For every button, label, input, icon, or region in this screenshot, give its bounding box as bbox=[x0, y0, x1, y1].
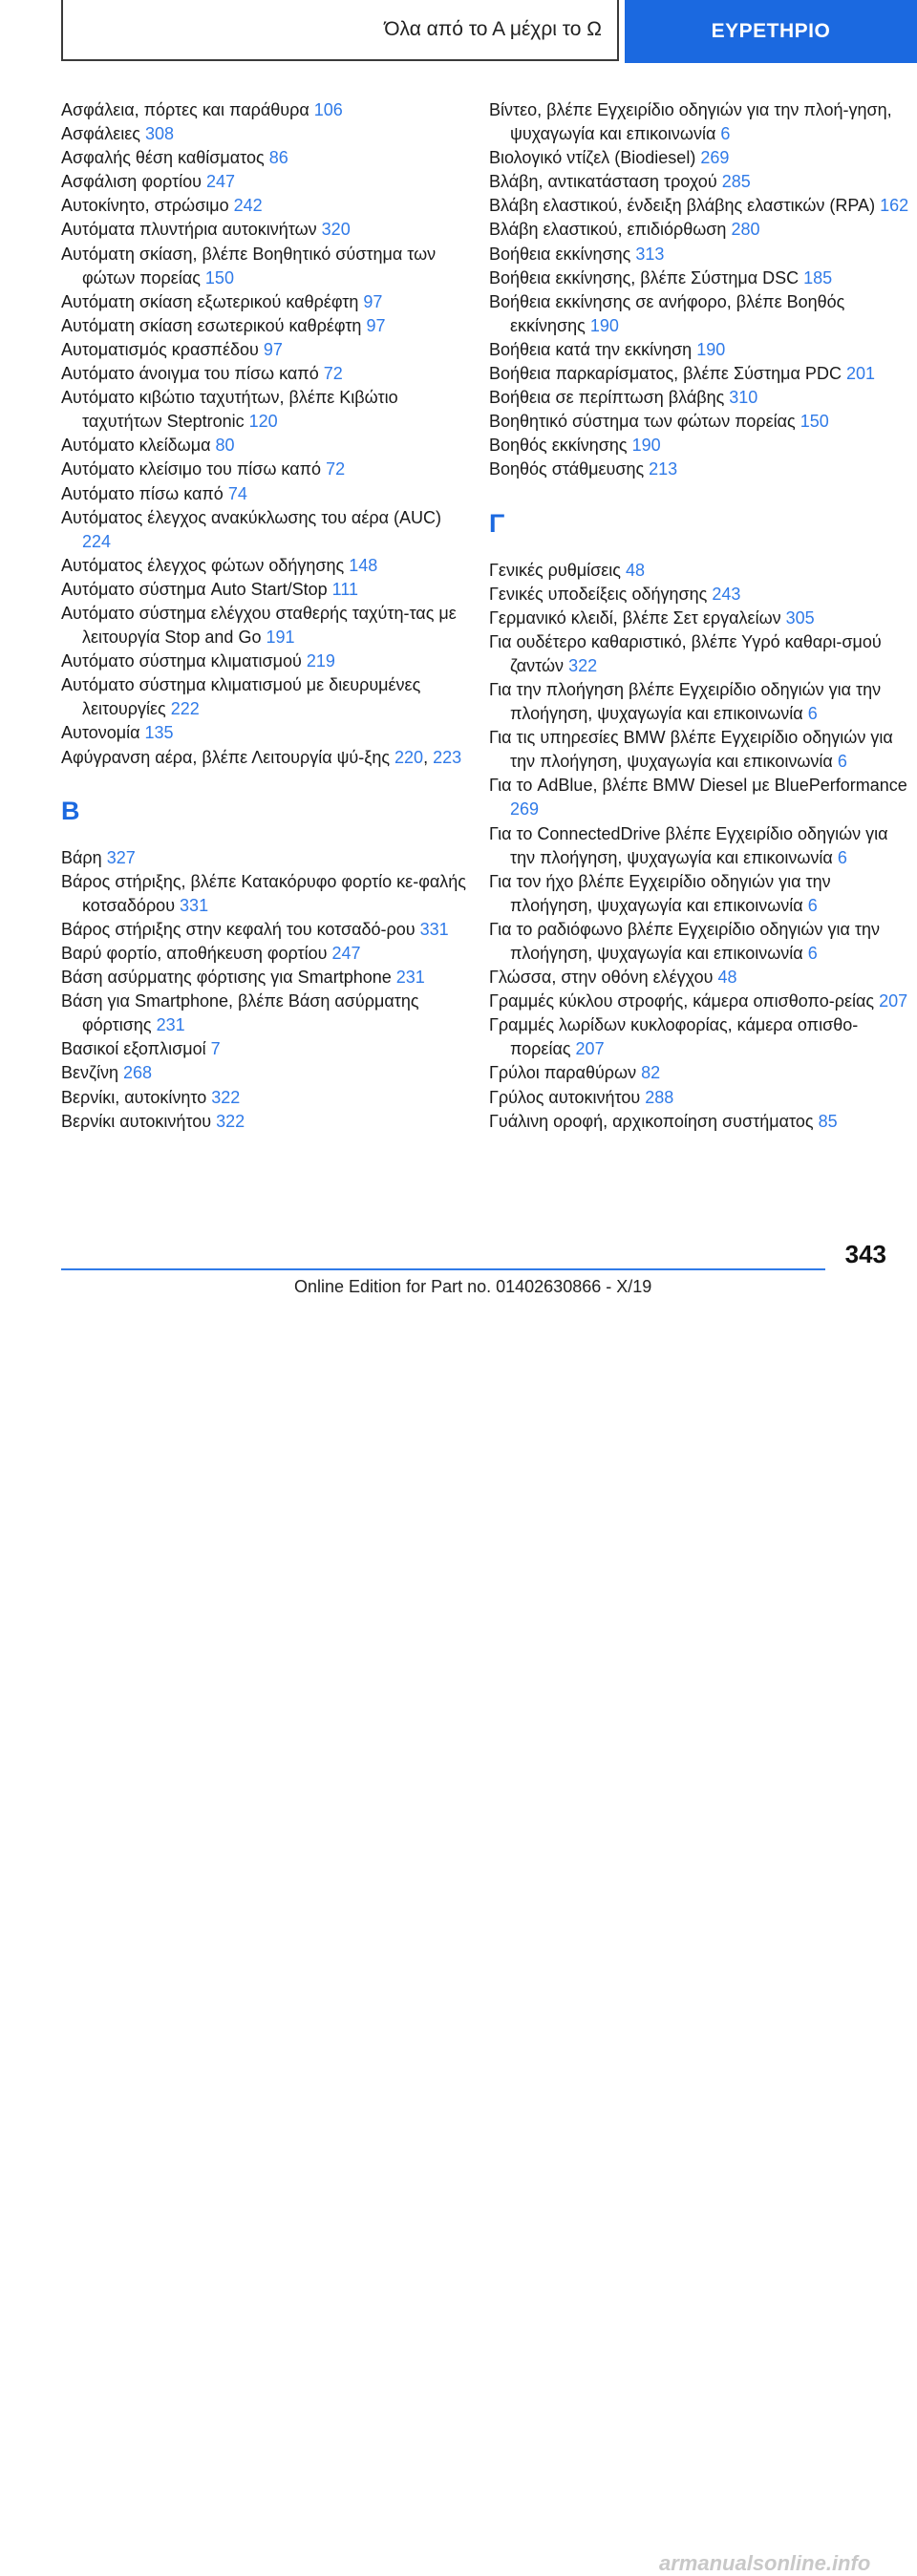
index-entry-text: Αυτόματο κλείσιμο του πίσω καπό bbox=[61, 459, 322, 479]
index-entry bbox=[61, 918, 472, 942]
index-entry-text: Αυτονομία bbox=[61, 723, 140, 743]
index-entry bbox=[61, 434, 472, 458]
index-entry bbox=[489, 170, 909, 194]
index-entry-text: Αυτοκίνητο, στρώσιμο bbox=[61, 196, 229, 216]
page-link[interactable]: 243 bbox=[712, 584, 741, 604]
page-link[interactable]: 288 bbox=[645, 1087, 674, 1107]
index-entry bbox=[489, 266, 909, 290]
index-entry bbox=[489, 607, 909, 630]
index-entry-text: Αυτόματη σκίαση εσωτερικού καθρέφτη bbox=[61, 315, 362, 335]
index-entry bbox=[489, 726, 909, 774]
index-group-b-cont bbox=[489, 98, 909, 482]
index-entry-text: Αυτοματισμός κρασπέδου bbox=[61, 339, 259, 359]
index-entry-text: Για το AdBlue, βλέπε BMW Diesel με BluePerformance bbox=[489, 776, 907, 796]
index-entry bbox=[489, 146, 909, 170]
page-link[interactable]: 305 bbox=[785, 607, 815, 628]
page-link[interactable]: 308 bbox=[144, 124, 174, 144]
index-entry bbox=[489, 678, 909, 726]
index-entry-text: Βοήθεια εκκίνησης, βλέπε Σύστημα DSC bbox=[489, 267, 800, 287]
page-link[interactable]: 85 bbox=[818, 1111, 838, 1131]
index-entry bbox=[61, 98, 472, 122]
page-link[interactable]: 320 bbox=[321, 220, 351, 240]
page-link[interactable]: 97 bbox=[263, 339, 283, 359]
index-entry-text: Γερμανικό κλειδί, βλέπε Σετ εργαλείων bbox=[489, 607, 781, 628]
index-entry-text: Βενζίνη bbox=[61, 1063, 118, 1083]
index-entry-text: Ασφαλής θέση καθίσματος bbox=[61, 148, 265, 168]
index-entry bbox=[61, 966, 472, 990]
index-entry-text: Βοήθεια εκκίνησης bbox=[489, 244, 631, 264]
index-entry-text: Γραμμές λωρίδων κυκλοφορίας, κάμερα οπισθο-πορείας bbox=[489, 1015, 859, 1059]
index-entry-text: Αυτόματο κλείδωμα bbox=[61, 436, 211, 456]
index-entry bbox=[61, 721, 472, 745]
index-entry bbox=[489, 410, 909, 434]
index-entry-text: Ασφάλιση φορτίου bbox=[61, 172, 202, 192]
page-link[interactable]: 6 bbox=[837, 847, 847, 867]
index-entry bbox=[489, 98, 909, 146]
index-entry bbox=[489, 559, 909, 583]
breadcrumb-label: Όλα από το Α μέχρι το Ω bbox=[384, 18, 602, 40]
breadcrumb-tab[interactable] bbox=[61, 0, 619, 61]
page-link[interactable]: 190 bbox=[589, 315, 619, 335]
index-entry bbox=[61, 170, 472, 194]
index-entry-text: Βοηθός στάθμευσης bbox=[489, 459, 645, 479]
index-entry bbox=[61, 602, 472, 649]
index-entry bbox=[61, 578, 472, 602]
index-entry bbox=[61, 554, 472, 578]
index-entry bbox=[489, 458, 909, 481]
page-link[interactable]: 220 bbox=[395, 747, 424, 767]
index-entry-text: Βίντεο, βλέπε Εγχειρίδιο οδηγιών για την πλοή-γηση, ψυχαγωγία και επικοινωνία bbox=[489, 100, 892, 144]
page-link[interactable]: 72 bbox=[323, 364, 343, 384]
page-link[interactable]: 331 bbox=[180, 895, 209, 915]
index-entry-text: Βοηθητικό σύστημα των φώτων πορείας bbox=[489, 412, 796, 432]
index-entry-text: Βοήθεια παρκαρίσματος, βλέπε Σύστημα PDC bbox=[489, 364, 842, 384]
index-entry bbox=[61, 1110, 472, 1134]
page-link[interactable]: 72 bbox=[326, 459, 346, 479]
index-entry bbox=[489, 630, 909, 678]
index-entry-text: Αυτόματη σκίαση εξωτερικού καθρέφτη bbox=[61, 291, 359, 311]
index-entry-text: Αυτόματη σκίαση, βλέπε Βοηθητικό σύστημα των φώτων πορείας bbox=[61, 244, 437, 287]
index-entry bbox=[61, 386, 472, 434]
page-link[interactable]: 285 bbox=[721, 172, 751, 192]
index-entry-text: Αυτόματο κιβώτιο ταχυτήτων, βλέπε Κιβώτιο ταχυτήτων Steptronic bbox=[61, 388, 398, 432]
page-link[interactable]: 162 bbox=[880, 196, 909, 216]
index-letter-b: Β bbox=[61, 796, 80, 825]
index-entry bbox=[489, 870, 909, 918]
section-label: ΕΥΡΕΤΗΡΙΟ bbox=[711, 20, 831, 42]
index-entry bbox=[489, 290, 909, 338]
page-link[interactable]: 207 bbox=[879, 991, 908, 1011]
page-link[interactable]: 148 bbox=[349, 555, 378, 575]
page-link[interactable]: 322 bbox=[211, 1087, 241, 1107]
page-link[interactable]: 190 bbox=[696, 339, 726, 359]
index-entry-text: Γραμμές κύκλου στροφής, κάμερα οπισθοπο-ρείας bbox=[489, 991, 875, 1011]
index-entry bbox=[489, 434, 909, 458]
index-entry bbox=[489, 194, 909, 218]
index-entry bbox=[489, 1086, 909, 1110]
index-entry-text: Βιολογικό ντίζελ (Biodiesel) bbox=[489, 148, 696, 168]
index-entry-text: Για το ραδιόφωνο βλέπε Εγχειρίδιο οδηγιών για την πλοήγηση, ψυχαγωγία και επικοινωνία bbox=[489, 919, 881, 963]
page-link[interactable]: 213 bbox=[649, 459, 678, 479]
index-entry bbox=[61, 146, 472, 170]
index-entry-text: Βάρος στήριξης στην κεφαλή του κοτσαδό-ρου bbox=[61, 919, 416, 939]
index-entry-text: Βλάβη ελαστικού, επιδιόρθωση bbox=[489, 220, 727, 240]
index-entry bbox=[61, 122, 472, 146]
index-entry bbox=[61, 290, 472, 314]
page-link[interactable]: 231 bbox=[156, 1015, 185, 1035]
index-entry-text: Αυτόματος έλεγχος ανακύκλωσης του αέρα (AUC) bbox=[61, 507, 442, 527]
index-entry-text: Βάση για Smartphone, βλέπε Βάση ασύρματης φόρτισης bbox=[61, 991, 419, 1035]
page-footer bbox=[0, 1275, 917, 2575]
index-entry bbox=[61, 990, 472, 1037]
index-entry bbox=[61, 942, 472, 966]
index-entry-text: Αυτόματα πλυντήρια αυτοκινήτων bbox=[61, 220, 317, 240]
page-link[interactable]: 150 bbox=[800, 412, 829, 432]
page-link[interactable]: 280 bbox=[731, 220, 760, 240]
index-entry-text: Για το ConnectedDrive βλέπε Εγχειρίδιο οδηγιών για την πλοήγηση, ψυχαγωγία και επικοινωνία bbox=[489, 823, 888, 867]
page-link[interactable]: 331 bbox=[419, 919, 449, 939]
index-entry bbox=[61, 362, 472, 386]
page-link[interactable]: 242 bbox=[233, 196, 263, 216]
index-entry bbox=[489, 774, 909, 821]
page-link[interactable]: 6 bbox=[807, 895, 818, 915]
edition-text: Online Edition for Part no. 01402630866 - X/19 bbox=[294, 1277, 652, 1296]
index-entry-text: Αυτόματο σύστημα Auto Start/Stop bbox=[61, 579, 328, 599]
index-column-left bbox=[61, 98, 472, 1134]
index-entry bbox=[489, 386, 909, 410]
index-letter-g: Γ bbox=[489, 508, 505, 538]
index-entry-text: Γρύλοι παραθύρων bbox=[489, 1063, 637, 1083]
index-entry bbox=[489, 918, 909, 966]
page-link[interactable]: 247 bbox=[331, 944, 361, 963]
page-link[interactable]: 82 bbox=[641, 1063, 661, 1083]
index-entry-text: Για την πλοήγηση βλέπε Εγχειρίδιο οδηγιών για την πλοήγηση, ψυχαγωγία και επικοινωνία bbox=[489, 679, 882, 724]
page-link[interactable]: 185 bbox=[803, 267, 833, 287]
page-link[interactable]: 231 bbox=[395, 968, 425, 988]
index-entry bbox=[61, 506, 472, 554]
page-link[interactable]: 135 bbox=[144, 723, 174, 743]
page-link[interactable]: 106 bbox=[313, 100, 343, 119]
index-entry bbox=[489, 990, 909, 1013]
index-entry-text: Βοηθός εκκίνησης bbox=[489, 436, 628, 456]
index-entry-text: Βοήθεια σε περίπτωση βλάβης bbox=[489, 388, 725, 408]
page-link[interactable]: 150 bbox=[204, 267, 234, 287]
index-entry bbox=[489, 243, 909, 266]
index-entry-text: Βάρη bbox=[61, 847, 102, 867]
index-entry bbox=[489, 338, 909, 362]
index-entry-text: Βάση ασύρματης φόρτισης για Smartphone bbox=[61, 968, 392, 988]
index-entry bbox=[61, 314, 472, 338]
page-link[interactable]: 223 bbox=[433, 747, 462, 767]
index-entry bbox=[61, 1037, 472, 1061]
index-entry bbox=[489, 583, 909, 607]
index-entry-text: Βερνίκι, αυτοκίνητο bbox=[61, 1087, 207, 1107]
page-link[interactable]: 219 bbox=[306, 651, 335, 671]
index-entry: Αφύγρανση αέρα, βλέπε Λειτουργία ψύ-ξης 220, 223 bbox=[61, 747, 462, 767]
index-group-a bbox=[61, 98, 472, 770]
page-number: 343 bbox=[844, 1240, 886, 1268]
index-entry bbox=[489, 966, 909, 990]
index-entry bbox=[61, 218, 472, 242]
index-entry-text: Γλώσσα, στην οθόνη ελέγχου bbox=[489, 968, 714, 988]
page-link[interactable]: 48 bbox=[717, 968, 737, 988]
page-link[interactable]: 6 bbox=[807, 944, 818, 963]
index-entry-text: Γενικές ρυθμίσεις bbox=[489, 560, 621, 580]
index-entry-text: Για τις υπηρεσίες BMW βλέπε Εγχειρίδιο οδηγιών για την πλοήγηση, ψυχαγωγία και επικοινωνία bbox=[489, 728, 893, 772]
footer-divider bbox=[61, 1268, 825, 1270]
page-link[interactable]: 97 bbox=[363, 291, 383, 311]
index-entry-text: Γρύλος αυτοκινήτου bbox=[489, 1087, 641, 1107]
page-link[interactable]: 86 bbox=[268, 148, 288, 168]
page-link[interactable]: 111 bbox=[331, 579, 359, 599]
page-link[interactable]: 268 bbox=[123, 1063, 153, 1083]
index-entry-text: Βαρύ φορτίο, αποθήκευση φορτίου bbox=[61, 944, 328, 963]
index-entry-text: Βοήθεια κατά την εκκίνηση bbox=[489, 339, 693, 359]
index-entry bbox=[489, 822, 909, 870]
page-link[interactable]: 269 bbox=[510, 799, 540, 820]
index-entry-text: Γενικές υποδείξεις οδήγησης bbox=[489, 584, 708, 604]
index-entry bbox=[489, 1013, 909, 1061]
index-entry bbox=[61, 673, 472, 721]
page-link[interactable]: 6 bbox=[720, 124, 731, 144]
index-column-right bbox=[489, 98, 909, 1134]
page-link[interactable]: 269 bbox=[700, 148, 730, 168]
page-link[interactable]: 247 bbox=[205, 172, 236, 192]
index-entry bbox=[61, 1086, 472, 1110]
index-entry-text: Βερνίκι αυτοκινήτου bbox=[61, 1111, 212, 1131]
index-entry bbox=[61, 338, 472, 362]
index-entry bbox=[489, 1061, 909, 1085]
page-link[interactable]: 327 bbox=[106, 847, 136, 867]
page-link[interactable]: 207 bbox=[575, 1039, 605, 1059]
index-entry-text: Βλάβη, αντικατάσταση τροχού bbox=[489, 172, 717, 192]
index-entry-text: Για τον ήχο βλέπε Εγχειρίδιο οδηγιών για την πλοήγηση, ψυχαγωγία και επικοινωνία bbox=[489, 871, 831, 915]
index-entry bbox=[489, 362, 909, 386]
index-entry-text: Βλάβη ελαστικού, ένδειξη βλάβης ελαστικών (RPA) bbox=[489, 196, 876, 216]
page-link[interactable]: 120 bbox=[248, 412, 278, 432]
page-link[interactable]: 191 bbox=[266, 628, 295, 648]
page-link[interactable]: 6 bbox=[807, 704, 818, 724]
page-link[interactable]: 313 bbox=[635, 244, 665, 264]
index-entry bbox=[61, 649, 472, 673]
watermark: armanualsonline.info bbox=[659, 2551, 871, 2575]
index-entry bbox=[489, 1110, 909, 1134]
index-group-g bbox=[489, 559, 909, 1134]
index-entry-text: Αυτόματο σύστημα κλιματισμού με διευρυμένες λειτουργίες bbox=[61, 675, 421, 719]
index-entry-text: Αυτόματο σύστημα ελέγχου σταθερής ταχύτη-τας με λειτουργία Stop and Go bbox=[61, 603, 457, 648]
index-entry-text: Βάρος στήριξης, βλέπε Κατακόρυφο φορτίο κε-φαλής κοτσαδόρου bbox=[61, 871, 466, 915]
index-entry-text: Ασφάλεια, πόρτες και παράθυρα bbox=[61, 100, 309, 119]
index-entry bbox=[61, 482, 472, 506]
page-link[interactable]: 74 bbox=[227, 483, 247, 503]
page-link[interactable]: 6 bbox=[837, 752, 847, 772]
page-link[interactable]: 224 bbox=[82, 531, 112, 551]
index-entry-text: Ασφάλειες bbox=[61, 124, 140, 144]
index-group-b bbox=[61, 846, 472, 1134]
page-link[interactable]: 190 bbox=[631, 436, 661, 456]
index-entry-text: Αυτόματος έλεγχος φώτων οδήγησης bbox=[61, 555, 345, 575]
index-entry-text: Αφύγρανση αέρα, βλέπε Λειτουργία ψύ-ξης bbox=[61, 747, 391, 767]
index-entry bbox=[61, 243, 472, 290]
page-header bbox=[0, 0, 917, 63]
index-entry bbox=[61, 846, 472, 870]
page-link[interactable]: 222 bbox=[170, 699, 200, 719]
index-entry bbox=[61, 870, 472, 918]
page-link[interactable]: 7 bbox=[210, 1039, 221, 1059]
page-link[interactable]: 97 bbox=[366, 315, 386, 335]
index-entry bbox=[61, 458, 472, 481]
index-entry-text: Για ουδέτερο καθαριστικό, βλέπε Υγρό καθαρι-σμού ζαντών bbox=[489, 631, 882, 675]
index-entry bbox=[61, 1061, 472, 1085]
page-link[interactable]: 322 bbox=[216, 1111, 245, 1131]
index-entry-text: Αυτόματο άνοιγμα του πίσω καπό bbox=[61, 364, 319, 384]
index-entry-text: Βοήθεια εκκίνησης σε ανήφορο, βλέπε Βοηθός εκκίνησης bbox=[489, 291, 845, 335]
page-link[interactable]: 310 bbox=[729, 388, 758, 408]
page-link[interactable]: 48 bbox=[625, 560, 645, 580]
page-link[interactable]: 322 bbox=[568, 655, 598, 675]
section-tab-index[interactable] bbox=[625, 0, 917, 63]
page-link[interactable]: 201 bbox=[845, 364, 876, 384]
index-entry bbox=[489, 218, 909, 242]
index-entry-text: Αυτόματο πίσω καπό bbox=[61, 483, 224, 503]
index-entry-text: Βασικοί εξοπλισμοί bbox=[61, 1039, 206, 1059]
index-entry-text: Αυτόματο σύστημα κλιματισμού bbox=[61, 651, 302, 671]
page-link[interactable]: 80 bbox=[215, 436, 235, 456]
index-entry-text: Γυάλινη οροφή, αρχικοποίηση συστήματος bbox=[489, 1111, 814, 1131]
index-entry bbox=[61, 194, 472, 218]
